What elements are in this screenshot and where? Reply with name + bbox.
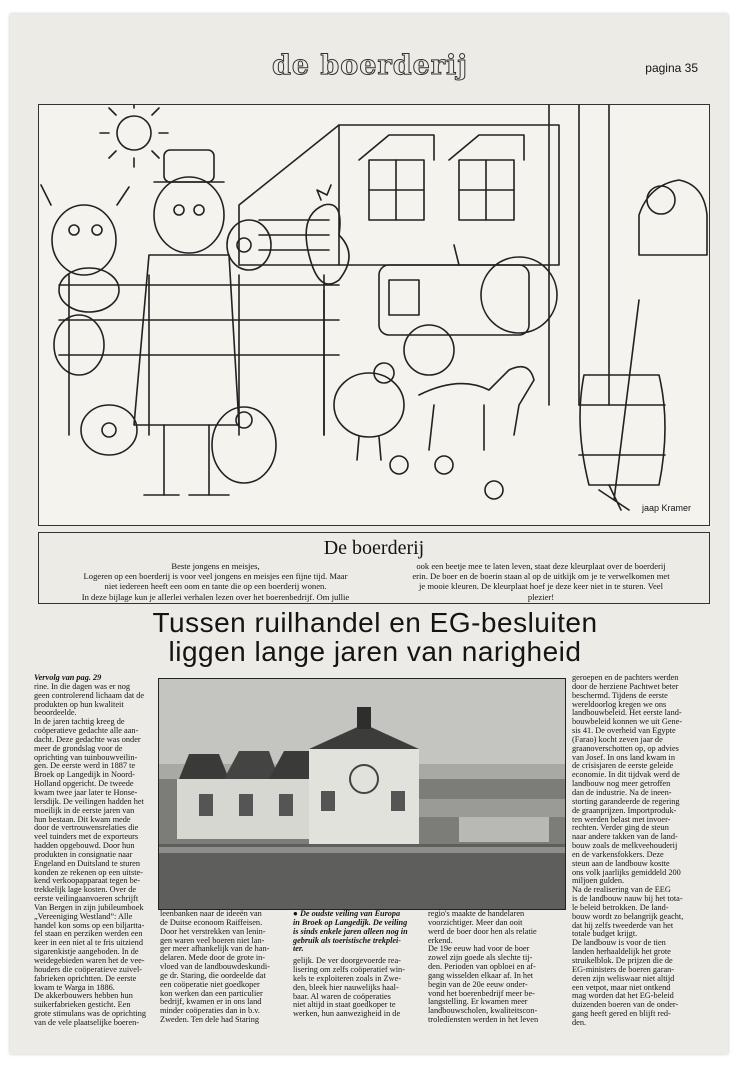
text-line: gelijk. De ver doorgevoerde rea-	[293, 956, 401, 966]
text-line: door de herziene Pachtwet beter	[572, 681, 679, 691]
text-line: begin van de 20e eeuw onder-	[428, 979, 528, 989]
text-line: produkten op hun kwaliteit	[34, 699, 124, 709]
text-line: De 19e eeuw had voor de boer	[428, 944, 530, 954]
text-line: eerste veilingaanvoeren schrijft	[34, 894, 139, 904]
text-line: troledíensten werden in het leven	[428, 1015, 539, 1025]
text-line: gen. De eerste werd in 1887 te	[34, 761, 136, 771]
text-line: werken, hun aanwezigheid in de	[293, 1009, 401, 1019]
text-line: dacht. Deze gedachte was onder	[34, 734, 141, 744]
text-line: de graanprijzen. Importproduk-	[572, 805, 677, 815]
intro-box	[38, 532, 710, 604]
column-3-body	[293, 957, 421, 1019]
text-line: totale budget krijgt.	[572, 929, 638, 939]
column-1-body	[34, 683, 154, 1028]
text-line: Door het verstrekken van lenin-	[160, 926, 266, 936]
text-line: wereldoorlog kregen we ons	[572, 699, 667, 709]
text-line: gebruik als toeristische trekplei-	[293, 935, 402, 945]
continued-from: Vervolg van pag. 29	[34, 673, 102, 682]
text-line: hun bestaan. Dit kwam mede	[34, 814, 131, 824]
photo-caption	[293, 910, 421, 954]
text-line: vond het boerenbedrijf meer be-	[428, 988, 535, 998]
intro-title: De boerderij	[323, 537, 425, 559]
text-line: houders die coöperatieve zuivel-	[34, 964, 143, 974]
text-line: een vetpot, maar niet ontkend	[572, 982, 671, 992]
text-line: Zweden. Ten dele had Staring	[160, 1015, 260, 1025]
text-line: in Broek op Langedijk. De veiling	[293, 917, 408, 927]
text-line: lersdijk. De veilingen hadden het	[34, 796, 144, 806]
text-line: landbouwscholen, kwaliteitscon-	[428, 1006, 538, 1016]
text-line: „Vereeniging Westland”: Alle	[34, 911, 133, 921]
text-line: bedrijf, kwamen er in ons land	[160, 997, 262, 1007]
text-line: konden ze rekenen op een uitste-	[34, 867, 143, 877]
text-line: den.	[572, 1017, 587, 1027]
intro-line: Beste jongens en meisjes,	[171, 561, 260, 571]
article-headline	[80, 608, 670, 666]
text-line: geen controlerend lichaam dat de	[34, 690, 145, 700]
text-line: lisering om zelfs coöperatief win-	[293, 965, 405, 975]
article-column-1	[34, 674, 154, 1028]
text-line: fel staan en perziken werden een	[34, 929, 143, 939]
text-line: minder coöperaties dan in b.v.	[160, 1006, 260, 1016]
text-line: Engeland en Duitsland te sturen	[34, 858, 140, 868]
text-line: ● De oudste veiling van Europa	[293, 909, 401, 918]
text-line: In de jaren tachtig kreeg de	[34, 717, 125, 727]
text-line: EG-ministers de boeren garan-	[572, 964, 675, 974]
text-line: en de varkensfokkers. Deze	[572, 849, 664, 859]
text-line: is sinds enkele jaren alleen nog in	[293, 926, 408, 936]
text-line: gen waren veel boeren niet lan-	[160, 935, 265, 945]
text-line: ter.	[293, 944, 304, 954]
text-line: kend verkoopapparaat tegen be-	[34, 876, 141, 886]
column-2-body	[160, 910, 286, 1025]
page-number: pagina 35	[645, 61, 698, 75]
text-line: De landbouw is voor de tien	[572, 938, 666, 948]
text-line: is de landbouw nauw bij het tota-	[572, 894, 683, 904]
text-line: oprichting van tuinbouwveilin-	[34, 752, 138, 762]
text-line: erkend.	[428, 935, 453, 945]
text-line: beschermd. Tijdens de eerste	[572, 690, 668, 700]
text-line: sis 41. De overheid van Egypte	[572, 726, 676, 736]
text-line: miljoen gulden.	[572, 876, 625, 886]
column-5-body	[572, 674, 702, 1028]
text-line: de crisisjaren de eerste geleide	[572, 761, 674, 771]
text-line: (Farao) kocht zeven jaar de	[572, 734, 663, 744]
text-line: handel kon soms op een biljartta-	[34, 920, 145, 930]
text-line: Na de realisering van de EEG	[572, 885, 671, 895]
text-line: kwam te Warga in 1886.	[34, 982, 115, 992]
column-4-body	[428, 910, 558, 1025]
text-line: voorzichtiger. Meer dan ooit	[428, 917, 523, 927]
article-column-2	[160, 910, 286, 1025]
pig-drawing	[81, 405, 276, 483]
intro-line: Logeren op een boerderij is voor veel jongens en meisjes een fijne tijd. Maar	[83, 571, 348, 582]
text-line: duizenden boeren van de onder-	[572, 1000, 679, 1010]
farmhouse-drawing	[239, 125, 559, 265]
text-line: deren zijn weliswaar niet altijd	[572, 973, 675, 983]
text-line: weidegebieden waren het de vee-	[34, 956, 145, 965]
intro-line: je mooie kleuren. De kleurplaat hoef je deze keer niet in te sturen. Veel	[419, 581, 663, 592]
text-line: dan de industrie. Na de ineen-	[572, 787, 672, 797]
text-line: Broek op Langedijk in Noord-	[34, 770, 135, 780]
text-line: bouw zoals de melkveehouderij	[572, 841, 678, 851]
text-line: landen herhaaldelijk het grote	[572, 947, 671, 957]
text-line: den, bleek hier nauwelijks haal-	[293, 982, 399, 992]
text-line: rechten. Verder ging de steun	[572, 823, 669, 833]
text-line: keer in een niet al te fris uitziend	[34, 938, 143, 948]
intro-left-text	[53, 561, 378, 602]
text-line: economie. In dit tijdvak werd de	[572, 770, 680, 780]
text-line: baar. Al waren de coöperaties	[293, 991, 391, 1001]
text-line: door de vertrouwensrelaties die	[34, 823, 139, 833]
article-column-5	[572, 674, 702, 1028]
dog-drawing	[419, 367, 534, 450]
text-line: beoordeelde.	[34, 708, 77, 718]
text-line: rine. In die dagen was er nog	[34, 681, 131, 691]
text-line: regio's maakte de handelaren	[428, 909, 525, 918]
text-line: naar andere takken van de land-	[572, 832, 678, 842]
text-line: sigarenkistje aangeboden. In de	[34, 947, 139, 957]
hen-drawing	[334, 363, 503, 499]
text-line: geroepen en de pachters werden	[572, 673, 679, 682]
text-line: kon werken dan een particulier	[160, 988, 263, 998]
text-line: bouw wordt zo belangrijk geacht,	[572, 911, 684, 921]
headline-line-2: liggen lange jaren van narigheid	[168, 636, 582, 667]
article-column-4	[428, 910, 558, 1025]
text-line: leenbanken naar de ideeën van	[160, 909, 262, 918]
text-line: landbouwbeleid. Het eerste land-	[572, 708, 682, 718]
text-line: mag worden dat het EG-beleid	[572, 991, 674, 1001]
text-line: steun aan de landbouw kostte	[572, 858, 670, 868]
text-line: delaren. Mede door de grote in-	[160, 953, 266, 963]
small-pig-drawing	[227, 220, 271, 270]
intro-line: erin. De boer en de boerin staan al op de uitkijk om je te verwelkomen met	[412, 571, 670, 582]
text-line: gang wisselden elkaar af. In het	[428, 970, 534, 980]
text-line: van Josef. In ons land kwam in	[572, 752, 676, 762]
farm-drawing	[39, 105, 709, 525]
auction-house-image	[159, 679, 565, 909]
fence-drawing	[59, 275, 339, 435]
text-line: werd de boer door hen als relatie	[428, 926, 537, 936]
text-line: graanoverschotten op, op advies	[572, 743, 679, 753]
text-line: landbouw nog meer getroffen	[572, 779, 671, 789]
text-line: trekkelijk lage kosten. Over de	[34, 885, 137, 895]
text-line: niet altijd in staat goedkoper te	[293, 1000, 396, 1010]
text-line: kwam twee jaar later te Honse-	[34, 787, 138, 797]
auction-house-photo	[158, 678, 566, 910]
text-line: suikerfabrieken gesticht. Een	[34, 1000, 131, 1010]
text-line: storting garandeerde de regering	[572, 796, 680, 806]
barn-wall-drawing	[549, 105, 707, 405]
sun-drawing	[100, 105, 168, 167]
intro-line: plezier!	[527, 591, 555, 602]
article-column-3	[293, 910, 421, 1019]
text-line: gang heeft gered en blijft red-	[572, 1009, 671, 1019]
text-line: van de vele plaatselijke boeren-	[34, 1017, 140, 1027]
text-line: de Duitse econoom Raiffeisen.	[160, 917, 263, 927]
coloring-illustration	[38, 104, 710, 526]
illustrator-signature: jaap Kramer	[641, 503, 691, 513]
intro-right-text	[387, 561, 695, 602]
text-line: le beleid betrokken. De land-	[572, 902, 669, 912]
section-title: de boerderij	[271, 50, 469, 81]
text-line: vloed van de landbouwdeskundi-	[160, 962, 270, 972]
text-line: ge dr. Staring, die oordeelde dat	[160, 970, 266, 980]
intro-line: In deze bijlage kun je allerlei verhalen lezen over het boerenbedrijf. Om jullie	[81, 591, 350, 602]
text-line: De akkerbouwers hebben hun	[34, 991, 133, 1001]
text-line: struikelblok. De prijzen die de	[572, 956, 673, 965]
headline-line-1: Tussen ruilhandel en EG-besluiten	[152, 607, 598, 638]
text-line: bouwbeleid konnen we uit Gene-	[572, 717, 683, 727]
text-line: kels te exploiteren zoals in Zwe-	[293, 973, 402, 983]
text-line: den. Perioden van opbloei en af-	[428, 962, 536, 972]
text-line: coöperatieve gedachte alle aan-	[34, 726, 139, 736]
text-line: produkten in consignatie naar	[34, 849, 133, 859]
text-line: meer de grondslag voor de	[34, 743, 123, 753]
text-line: zowel zijn goede als slechte tij-	[428, 953, 533, 963]
text-line: veel tuinders met de exporteurs	[34, 832, 139, 842]
text-line: Holland opgericht. De tweede	[34, 779, 134, 789]
text-line: een coöperatie niet goedkoper	[160, 979, 260, 989]
text-line: ons volk jaarlijks gemiddeld 200	[572, 867, 681, 877]
cow-drawing	[41, 185, 129, 375]
text-line: dat hij zelfs tweederde van het	[572, 920, 674, 930]
text-line: hadden opgebouwd. Door hun	[34, 841, 135, 851]
text-line: moeilijk in de eerste jaren van	[34, 805, 135, 815]
intro-line: ook een beetje mee te laten leven, staat deze kleurplaat over de boerderij	[416, 561, 666, 571]
newspaper-page	[10, 14, 728, 1054]
text-line: langstelling. Er kwamen meer	[428, 997, 528, 1007]
text-line: grote stimulans was de oprichting	[34, 1009, 146, 1019]
intro-line: niet iedereen heeft een oom en tante die op een boerderij wonen.	[104, 581, 327, 592]
text-line: fabrieken oprichtten. De eerste	[34, 973, 137, 983]
text-line: ger meer afhankelijk van de han-	[160, 944, 270, 954]
text-line: Van Bergen in zijn jubileumboek	[34, 902, 144, 912]
rooster-drawing	[306, 185, 349, 435]
text-line: ten werden belast met invoer-	[572, 814, 671, 824]
